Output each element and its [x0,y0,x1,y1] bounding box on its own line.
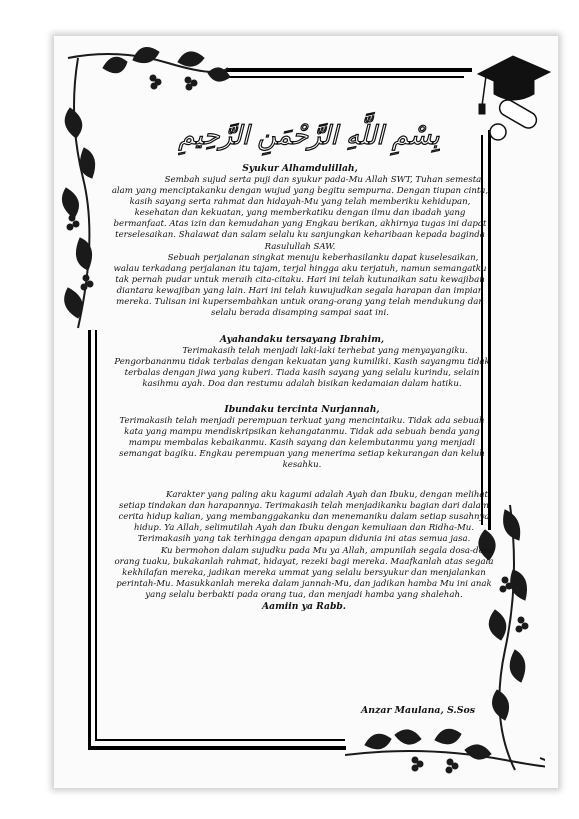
top-line-outer [226,68,472,72]
parents-paragraph: Karakter yang paling aku kagumi adalah Ayah dan Ibuku, dengan melihat setiap tindakan dan harapannya. Terimakasih telah menjadikanku bagian dari dalam cerita hidup kalian, yang membanggakanku dan menemaniku dalam setiap susahnya hidup. Ya Allah, selimutilah Ayah dan Ibuku dengan kemuliaan dan Ridha-Mu. Terimakasih yang tak terhingga dengan apapun didunia ini atas semua jasa. [118,490,490,545]
bottom-line-inner [95,739,345,741]
closing-line: Aamiin ya Rabb. [262,601,346,613]
signature: Anzar Maulana, S.Sos [360,705,475,716]
prayer-paragraph: Ku bermohon dalam sujudku pada Mu ya Allah, ampunilah segala dosa-dosa orang tuaku, bukakanlah rahmat, hidayat, rezeki bagi mereka. Maafkanlah atas segala kekhilafan mereka, jadikan mereka ummat yang selalu bersyukur dan menjalankan perintah-Mu. Masukkanlah mereka dalam jannah-Mu, dan jadikan hamba Mu ini anak yang selalu berbakti pada orang tua, dan menjadi hamba yang shalehah. [114,546,494,601]
parents-section [112,490,496,545]
mother-heading: Ibundaku tercinta Nurjannah, [224,404,380,415]
gratitude-paragraph-2: Sebuah perjalanan singkat menuju keberhasilanku dapat kuselesaikan, walau terkadang perjalanan itu tajam, terjal hingga aku terjatuh, namun semangatku tak pernah pudar untuk meraih cita-citaku. Hari ini telah kutunaikan satu kewajiban diantara kewajiban yang lain. Hari ini telah kuwujudkan segala harapan dan impian mereka. Tulisan ini kupersembahkan untuk orang-orang yang telah mendukung dan selalu berada disamping sampai saat ini. [113,252,487,319]
top-line-inner [226,76,464,78]
gratitude-section [110,163,490,319]
graduation-cap-icon [468,44,558,144]
mother-section [110,404,494,471]
father-heading: Ayahandaku tersayang Ibrahim, [219,334,385,345]
prayer-section [110,546,498,613]
gratitude-paragraph-1: Sembah sujud serta puji dan syukur pada-Mu Allah SWT, Tuhan semesta alam yang menciptakanku dengan wujud yang begitu sempurna. Dengan tiupan cinta, kasih sayang serta rahmat dan hidayah-Mu yang telah memberiku kehidupan, kesehatan dan kekuatan, yang memberkatiku dengan ilmu dan ibadah yang bermanfaat. Atas izin dan kemudahan yang Engkau berikan, akhirnya tugas ini dapat terselesaikan. Shalawat dan salam selalu ku sanjungkan keharibaan kepada baginda Rasulullah SAW. [111,175,489,252]
left-line-inner [95,330,97,740]
bottom-line-outer [88,746,346,750]
father-section [112,334,492,390]
gratitude-heading: Syukur Alhamdulillah, [242,163,358,174]
left-line-outer [88,330,91,748]
father-paragraph: Terimakasih telah menjadi laki-laki terhebat yang menyayangiku. Pengorbananmu tidak terbalas dengan kekuatan yang kumiliki. Kasih sayangmu tidak terbalas dengan jiwa yang kuberi. Tiada kasih sayang yang selalu kurindu, selain kasihmu ayah. Doa dan restumu adalah bisikan kedamaian dalam hatiku. [114,346,490,390]
bismillah-text: بِسْمِ اللَّهِ الرَّحْمَنِ الرَّحِيمِ [178,121,440,151]
bismillah-calligraphy [178,108,440,160]
mother-paragraph: Terimakasih telah menjadi perempuan terkuat yang mencintaiku. Tidak ada sebuah kata yang mampu mendiskripsikan kehangatanmu. Tidak ada sebuah benda yang mampu membalas kebaikanmu. Kasih sayang dan kelembutanmu yang menjadi semangat bagiku. Engkau perempuan yang menerima setiap kekurangan dan keluh kesahku. [119,416,485,471]
